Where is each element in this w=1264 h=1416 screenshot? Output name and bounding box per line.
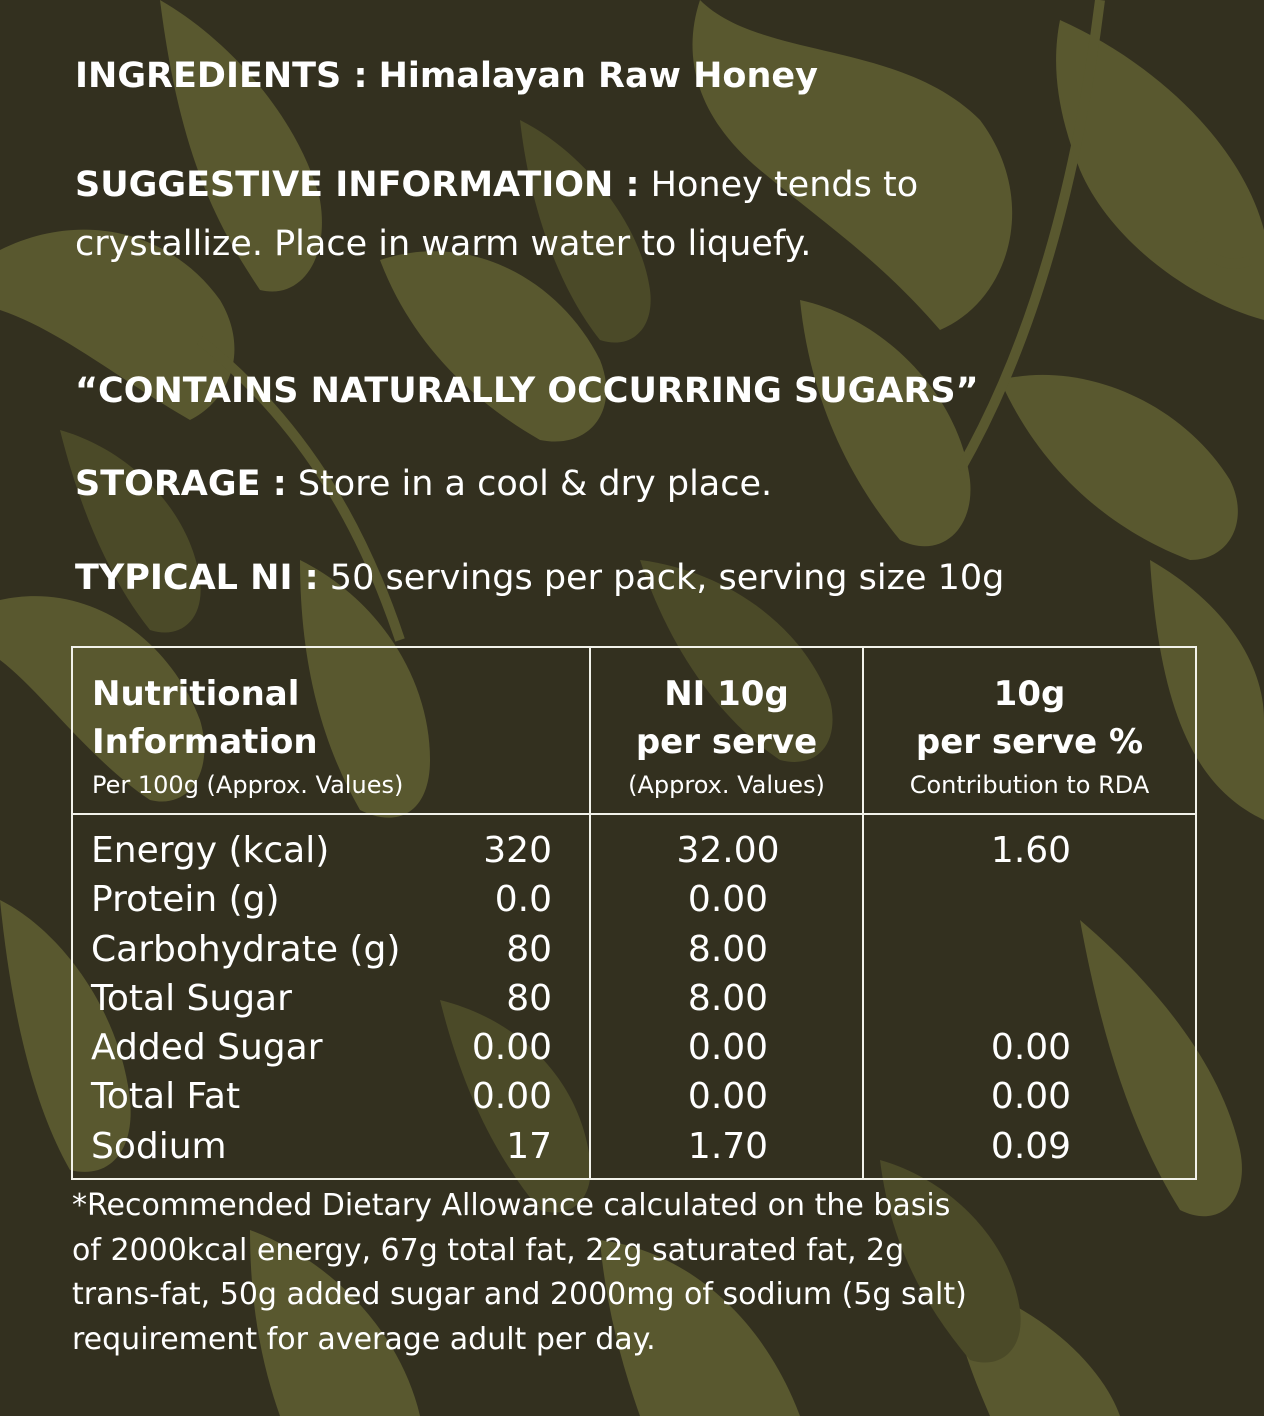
suggestive-line-2 bbox=[75, 224, 811, 264]
rda-footnote bbox=[72, 1184, 1222, 1362]
header-col2-sub: (Approx. Values) bbox=[628, 771, 825, 799]
nutrient-name: Total Sugar bbox=[91, 977, 292, 1019]
footnote-line: requirement for average adult per day. bbox=[72, 1321, 656, 1357]
ingredients-value: Himalayan Raw Honey bbox=[378, 56, 818, 96]
per-100g-value: 0.00 bbox=[471, 1076, 552, 1118]
header-col1-sub: Per 100g (Approx. Values) bbox=[92, 771, 404, 799]
suggestive-value-2: crystallize. Place in warm water to liquefy. bbox=[75, 224, 812, 264]
per-serve-value: 0.00 bbox=[687, 1076, 769, 1118]
storage-label: STORAGE : bbox=[75, 464, 287, 504]
typical-ni-value: 50 servings per pack, serving size 10g bbox=[329, 558, 1005, 598]
nutrient-name: Protein (g) bbox=[91, 879, 280, 921]
typical-ni-label: TYPICAL NI : bbox=[75, 558, 319, 598]
header-col3-sub: Contribution to RDA bbox=[909, 771, 1150, 799]
per-100g-value: 320 bbox=[483, 830, 552, 871]
suggestive-value-1: Honey tends to bbox=[650, 165, 919, 205]
footnote-line: trans-fat, 50g added sugar and 2000mg of sodium (5g salt) bbox=[72, 1277, 967, 1312]
per-100g-value: 80 bbox=[506, 928, 552, 970]
per-serve-value: 8.00 bbox=[687, 928, 769, 970]
typical-ni-line bbox=[75, 558, 1004, 598]
rda-value: 0.09 bbox=[990, 1125, 1072, 1167]
ingredients-line bbox=[75, 56, 818, 96]
storage-value: Store in a cool & dry place. bbox=[297, 464, 773, 504]
table-row bbox=[0, 974, 1264, 1023]
per-serve-value: 1.70 bbox=[687, 1125, 769, 1167]
nutrient-name: Energy (kcal) bbox=[91, 830, 330, 871]
per-100g-value: 0.0 bbox=[494, 879, 552, 921]
header-col2-line1: NI 10g bbox=[664, 674, 789, 714]
per-serve-value: 8.00 bbox=[687, 977, 769, 1019]
header-col2-line2: per serve bbox=[635, 722, 818, 762]
nutrition-rows bbox=[0, 826, 1264, 1171]
header-col3-line1: 10g bbox=[993, 674, 1066, 714]
header-col3-line2: per serve % bbox=[915, 722, 1144, 762]
per-100g-value: 80 bbox=[506, 977, 552, 1019]
header-col1-line1: Nutritional bbox=[92, 674, 300, 714]
per-100g-value: 0.00 bbox=[471, 1027, 552, 1069]
suggestive-line-1 bbox=[75, 165, 918, 205]
table-row bbox=[0, 1072, 1264, 1121]
nutrient-name: Total Fat bbox=[91, 1076, 241, 1118]
footnote-line: of 2000kcal energy, 67g total fat, 22g saturated fat, 2g bbox=[72, 1232, 905, 1268]
nutrient-name: Added Sugar bbox=[91, 1027, 323, 1069]
suggestive-label: SUGGESTIVE INFORMATION : bbox=[75, 165, 640, 205]
per-serve-value: 0.00 bbox=[687, 1027, 769, 1069]
per-100g-value: 17 bbox=[506, 1125, 552, 1167]
table-row bbox=[0, 925, 1264, 974]
per-serve-value: 32.00 bbox=[676, 830, 780, 871]
ingredients-label: INGREDIENTS : bbox=[75, 56, 368, 96]
rda-value: 0.00 bbox=[990, 1076, 1072, 1118]
nutrient-name: Carbohydrate (g) bbox=[91, 928, 401, 970]
table-row bbox=[0, 875, 1264, 924]
sugars-claim: “CONTAINS NATURALLY OCCURRING SUGARS” bbox=[75, 371, 979, 411]
table-header-divider bbox=[71, 813, 1197, 815]
header-col1-line2: Information bbox=[92, 722, 318, 762]
storage-line bbox=[75, 464, 772, 504]
rda-value: 1.60 bbox=[990, 830, 1072, 871]
per-serve-value: 0.00 bbox=[687, 879, 769, 921]
table-row bbox=[0, 1122, 1264, 1171]
table-row bbox=[0, 826, 1264, 875]
rda-value: 0.00 bbox=[990, 1027, 1072, 1069]
footnote-line: *Recommended Dietary Allowance calculated on the basis bbox=[72, 1188, 951, 1223]
nutrient-name: Sodium bbox=[91, 1125, 227, 1167]
table-row bbox=[0, 1023, 1264, 1072]
